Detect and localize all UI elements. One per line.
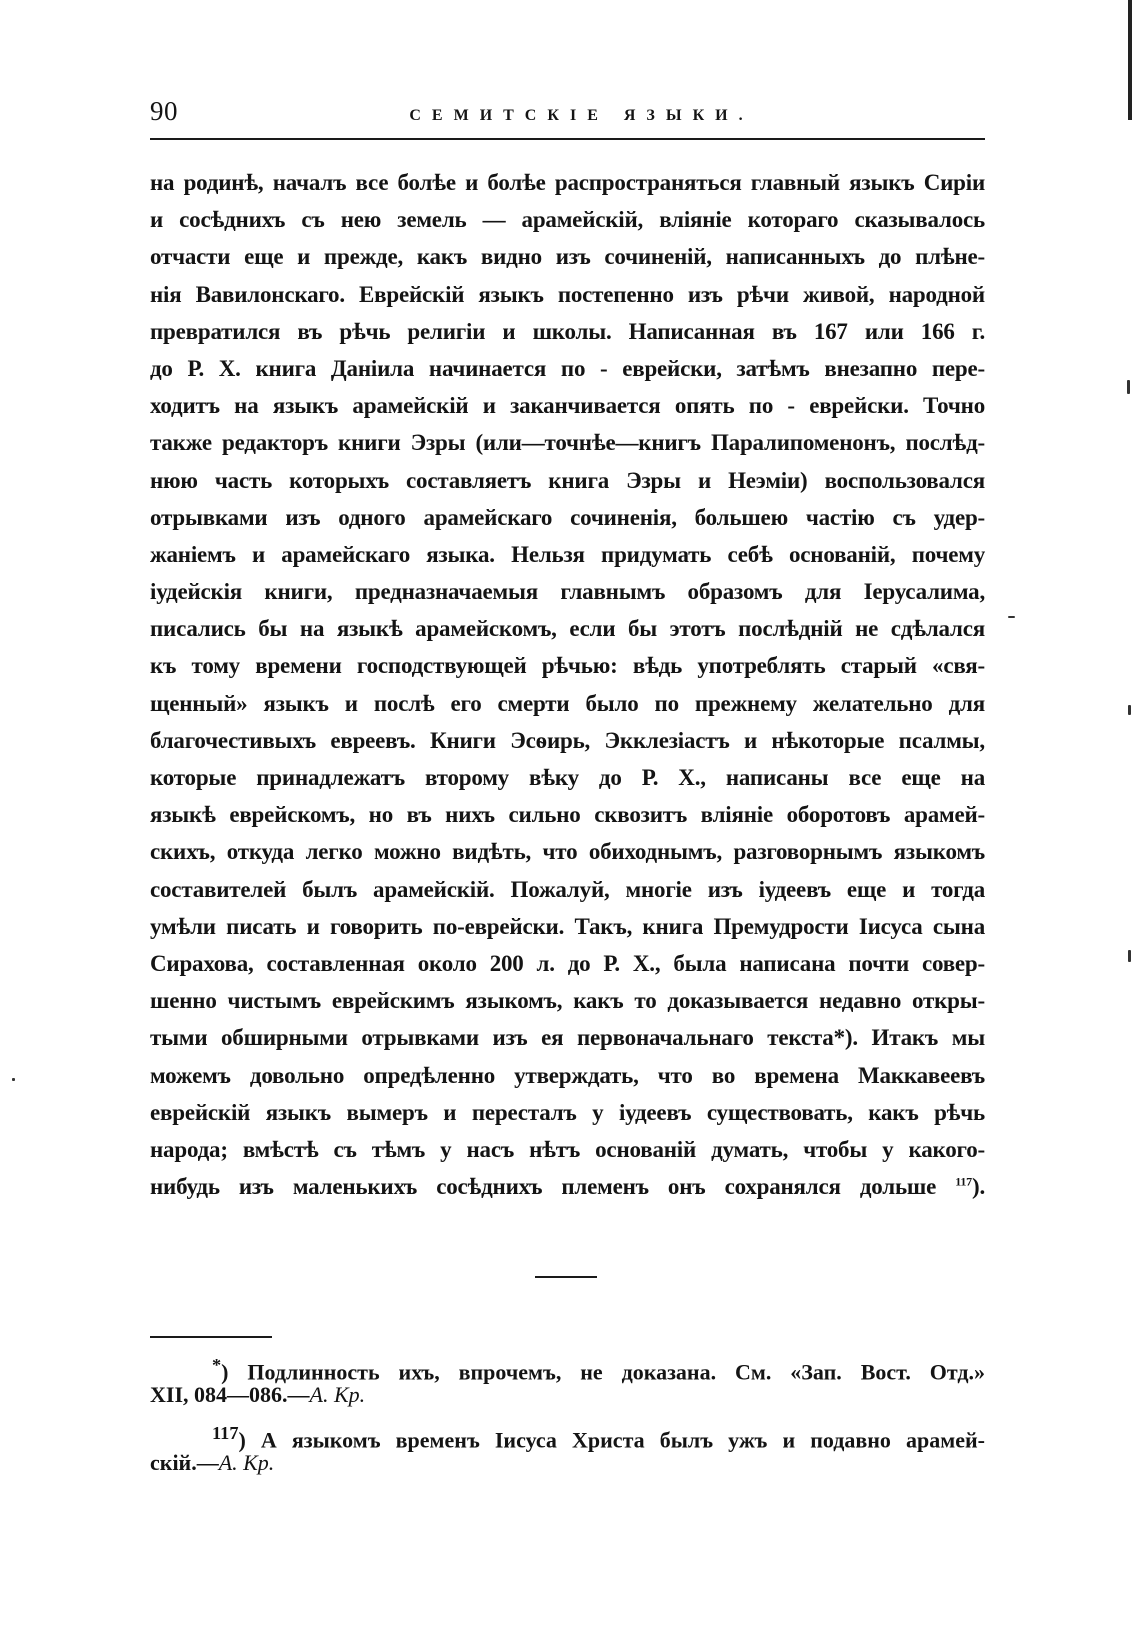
text-line: отчасти еще и прежде, какъ видно изъ сочиненій, написанныхъ до плѣне- xyxy=(150,244,985,270)
text-line: шенно чистымъ еврейскимъ языкомъ, какъ то доказывается недавно откры- xyxy=(150,988,985,1014)
scan-speck xyxy=(1128,950,1131,962)
text-line: на родинѣ, началъ все болѣе и болѣе распространяться главный языкъ Сиріи xyxy=(150,170,985,195)
footnote-ref-117[interactable]: 117 xyxy=(955,1174,972,1189)
footnotes xyxy=(150,1350,985,1478)
text-line: которые принадлежатъ второму вѣку до Р. Х., написаны все еще на xyxy=(150,765,985,790)
text-line: скихъ, откуда легко можно видѣть, что обиходнымъ, разговорнымъ языкомъ xyxy=(150,839,985,865)
scan-edge-mark xyxy=(1128,0,1132,120)
last-line-tail: ). xyxy=(971,1174,985,1200)
text-line: умѣли писать и говорить по-еврейски. Такъ, книга Премудрости Іисуса сына xyxy=(150,913,985,939)
last-line-text: нибудь изъ маленькихъ сосѣднихъ племенъ онъ сохранялся дольше xyxy=(150,1174,937,1200)
header-rule xyxy=(150,138,985,140)
text-line: и сосѣднихъ съ нею земель — арамейскій, вліяніе котораго сказывалось xyxy=(150,207,985,233)
footnote-117-line2: скій.—А. Кр. xyxy=(150,1450,275,1475)
footnote-star-line1: *) Подлинность ихъ, впрочемъ, не доказана. См. «Зап. Вост. Отд.» xyxy=(212,1355,985,1385)
text-line: щенный» языкъ и послѣ его смерти было по прежнему желательно для xyxy=(150,690,985,716)
text-line: ходитъ на языкъ арамейскій и заканчивается опять по - еврейски. Точно xyxy=(150,393,985,419)
scan-speck xyxy=(12,1078,15,1081)
footnote-author: А. Кр. xyxy=(309,1382,366,1407)
text-line: Сирахова, составленная около 200 л. до Р. Х., была написана почти совер- xyxy=(150,950,985,976)
footnote-117-marker: 117 xyxy=(212,1423,239,1443)
scan-speck xyxy=(1127,380,1130,394)
page-number: 90 xyxy=(150,96,178,126)
text-line: благочестивыхъ евреевъ. Книги Эсѳирь, Экклезіастъ и нѣкоторые псалмы, xyxy=(150,727,985,753)
footnote-star-line2: XII, 084—086.—А. Кр. xyxy=(150,1382,366,1407)
text-line: народа; вмѣстѣ съ тѣмъ у насъ нѣтъ основаній думать, чтобы у какого- xyxy=(150,1136,985,1162)
text-line: нія Вавилонскаго. Еврейскій языкъ постепенно изъ рѣчи живой, народной xyxy=(150,281,985,307)
text-line: еврейскій языкъ вымеръ и пересталъ у іудеевъ существовать, какъ рѣчь xyxy=(150,1099,985,1125)
body-text xyxy=(150,164,985,1205)
text-line: до Р. Х. книга Даніила начинается по - еврейски, затѣмъ внезапно пере- xyxy=(150,355,985,381)
footnote-117-line1: $^{117}$) А языкомъ временъ Іисуса Христа былъ ужъ и подавно арамей- xyxy=(212,1423,985,1453)
scan-speck xyxy=(1128,705,1131,715)
text-line: также редакторъ книги Эзры (или—точнѣе—книгъ Паралипоменонъ, послѣд- xyxy=(150,430,985,456)
text-line: языкѣ еврейскомъ, но въ нихъ сильно сквозитъ вліяніе оборотовъ арамей- xyxy=(150,802,985,828)
book-page xyxy=(150,96,985,1475)
text-line: составителей былъ арамейскій. Пожалуй, многіе изъ іудеевъ еще и тогда xyxy=(150,876,985,902)
footnote-author: А. Кр. xyxy=(218,1450,275,1475)
text-line: къ тому времени господствующей рѣчью: вѣдь употреблять старый «свя- xyxy=(150,653,985,679)
section-divider xyxy=(535,1276,597,1278)
text-line: превратился въ рѣчь религіи и школы. Написанная въ 167 или 166 г. xyxy=(150,318,985,344)
page-header xyxy=(150,96,985,134)
text-line: тыми обширными отрывками изъ ея первоначальнаго текста*). Итакъ мы xyxy=(150,1025,985,1051)
footnote-star-marker: * xyxy=(212,1355,222,1375)
text-line-last xyxy=(150,1168,985,1205)
text-line: жаніемъ и арамейскаго языка. Нельзя придумать себѣ основаній, почему xyxy=(150,541,985,567)
text-line: нюю часть которыхъ составляетъ книга Эзры и Неэміи) воспользовался xyxy=(150,467,985,493)
scan-speck xyxy=(1008,616,1015,618)
footnote-rule xyxy=(150,1336,272,1338)
text-line: можемъ довольно опредѣленно утверждать, что во времена Маккавеевъ xyxy=(150,1062,985,1088)
text-line: отрывками изъ одного арамейскаго сочиненія, большею частію съ удер- xyxy=(150,504,985,530)
running-title: СЕМИТСКІЕ ЯЗЫКИ. xyxy=(409,107,754,124)
text-line: писались бы на языкѣ арамейскомъ, если бы этотъ послѣдній не сдѣлался xyxy=(150,616,985,642)
text-line: іудейскія книги, предназначаемыя главнымъ образомъ для Іерусалима, xyxy=(150,579,985,605)
